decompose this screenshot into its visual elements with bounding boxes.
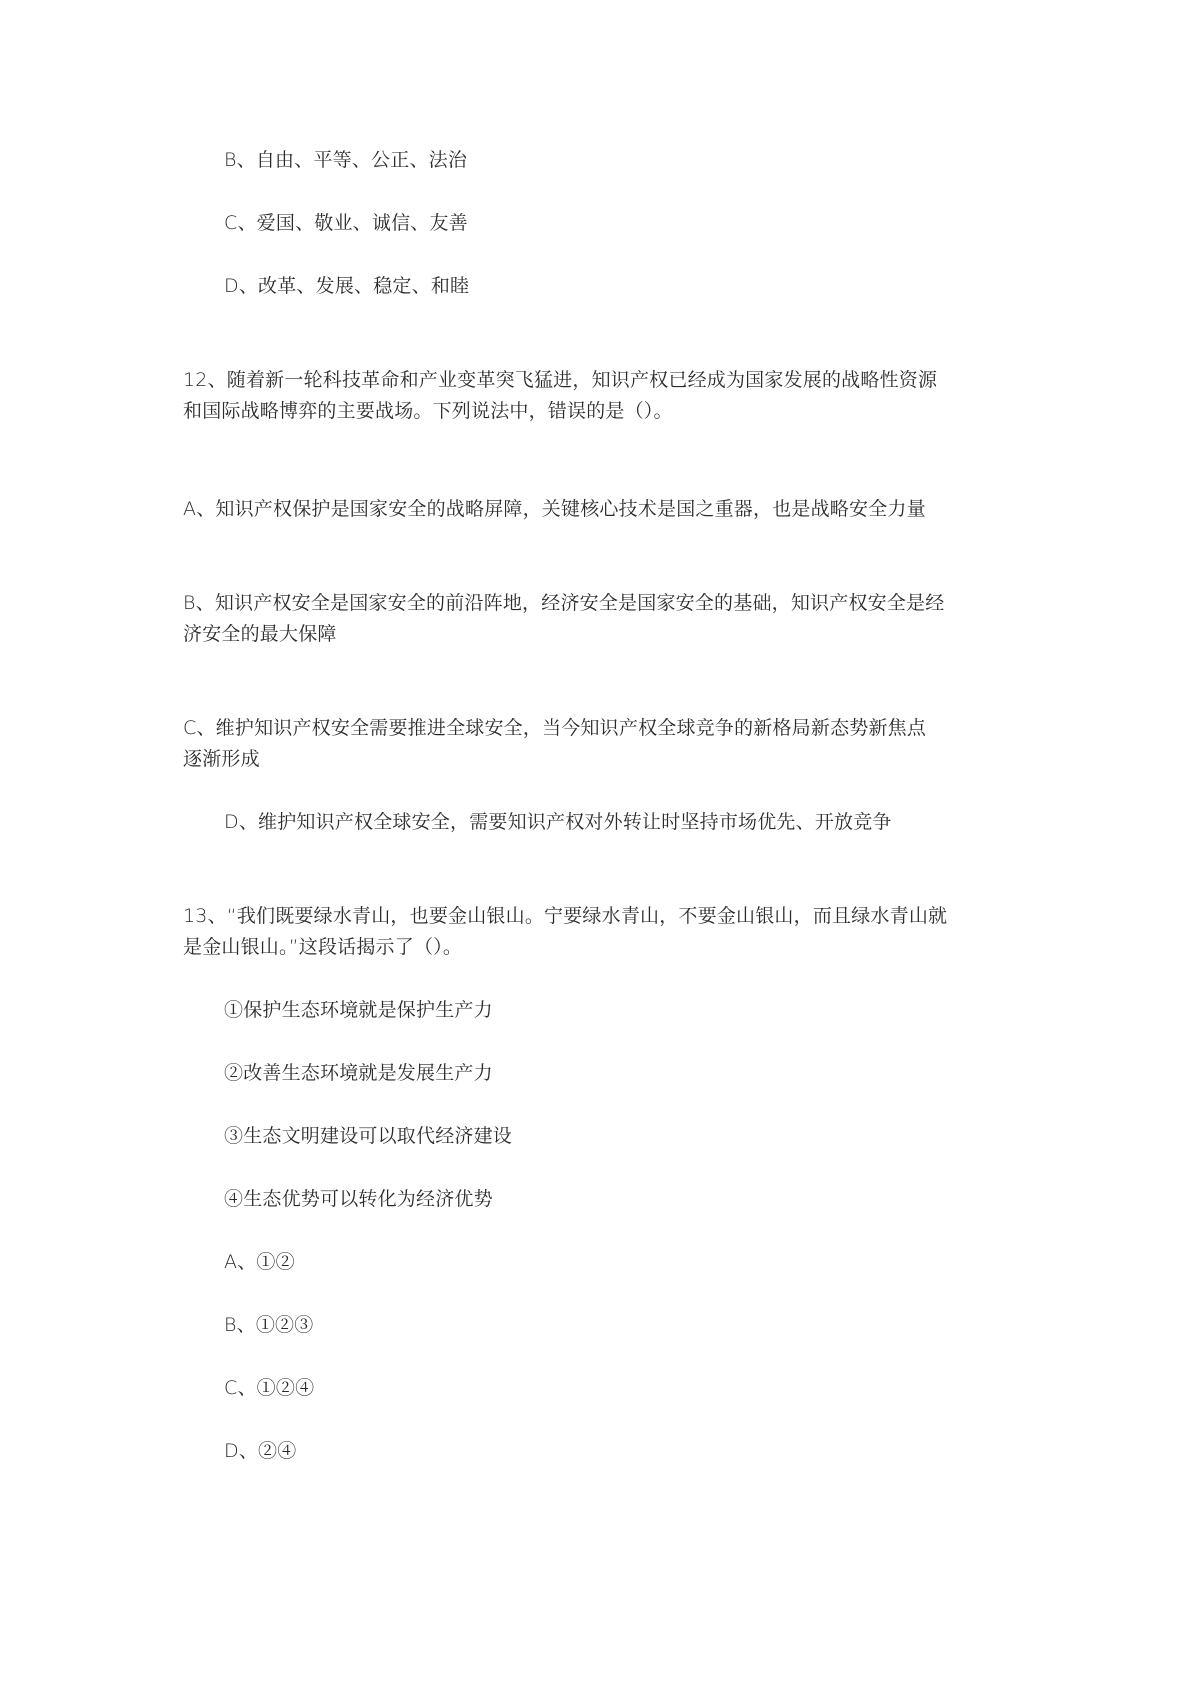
q12-option-c-line-2: 逐渐形成 [183, 748, 260, 770]
q13-option-d: D、②④ [224, 1440, 297, 1462]
q13-option-a: A、①② [224, 1251, 295, 1273]
q11-option-c: C、爱国、敬业、诚信、友善 [224, 212, 468, 234]
q12-option-d: D、维护知识产权全球安全，需要知识产权对外转让时坚持市场优先、开放竞争 [224, 811, 892, 833]
q11-option-b: B、自由、平等、公正、法治 [224, 149, 468, 171]
q13-option-c: C、①②④ [224, 1377, 315, 1399]
q13-statement-2: ②改善生态环境就是发展生产力 [224, 1062, 493, 1084]
q12-option-c-line-1: C、维护知识产权安全需要推进全球安全，当今知识产权全球竞争的新格局新态势新焦点 [183, 717, 927, 739]
q13-statement-1: ①保护生态环境就是保护生产力 [224, 999, 493, 1021]
q12-option-b-line-2: 济安全的最大保障 [183, 623, 337, 645]
q12-option-b-line-1: B、知识产权安全是国家安全的前沿阵地，经济安全是国家安全的基础，知识产权安全是经 [183, 592, 945, 614]
q13-statement-4: ④生态优势可以转化为经济优势 [224, 1188, 493, 1210]
q12-stem-line-1: 12、随着新一轮科技革命和产业变革突飞猛进，知识产权已经成为国家发展的战略性资源 [183, 369, 938, 391]
q13-stem-line-2: 是金山银山。”这段话揭示了（）。 [183, 936, 463, 958]
q13-option-b: B、①②③ [224, 1314, 314, 1336]
q13-stem-line-1: 13、“我们既要绿水青山，也要金山银山。宁要绿水青山，不要金山银山，而且绿水青山就 [183, 905, 948, 927]
q12-option-a: A、知识产权保护是国家安全的战略屏障，关键核心技术是国之重器，也是战略安全力量 [183, 498, 926, 520]
q12-stem-line-2: 和国际战略博弈的主要战场。下列说法中，错误的是（）。 [183, 400, 673, 422]
q13-statement-3: ③生态文明建设可以取代经济建设 [224, 1125, 513, 1147]
q11-option-d: D、改革、发展、稳定、和睦 [224, 275, 470, 297]
